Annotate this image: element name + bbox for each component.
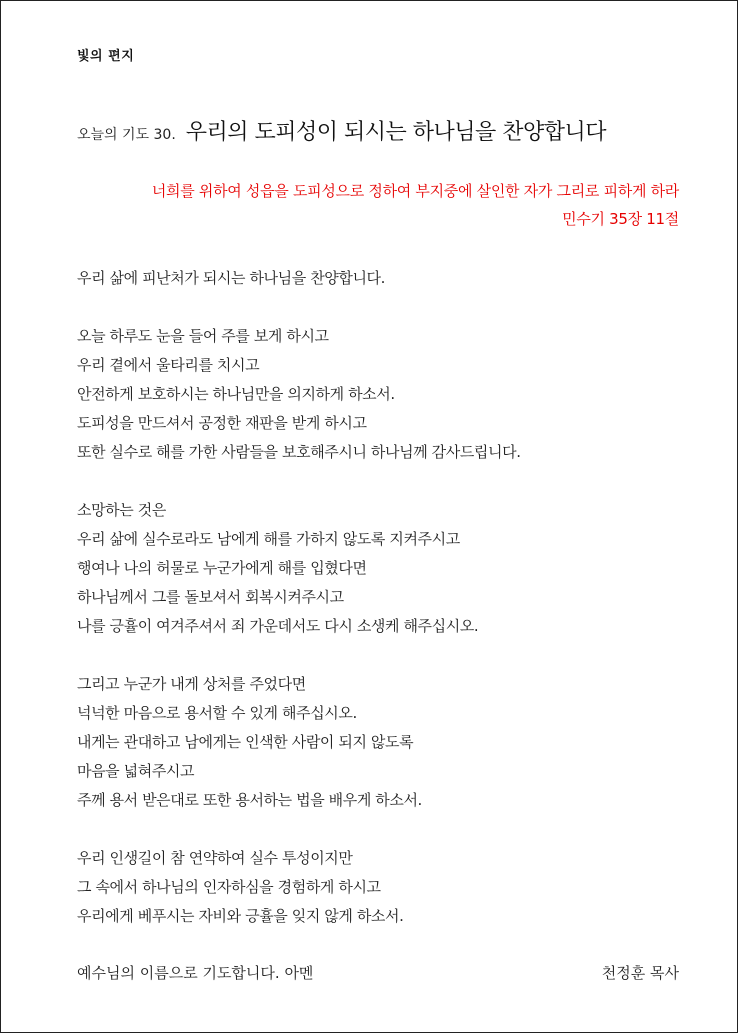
prayer-line: 하나님께서 그를 돌보셔서 회복시켜주시고 — [77, 588, 344, 606]
prayer-line: 행여나 나의 허물로 누군가에게 해를 입혔다면 — [77, 559, 367, 577]
publication-title: 빛의 편지 — [77, 49, 135, 64]
verse-reference: 민수기 35장 11절 — [562, 210, 679, 228]
prayer-body — [77, 264, 687, 960]
prayer-line: 그 속에서 하나님의 인자하심을 경험하게 하시고 — [77, 878, 381, 896]
prayer-line: 도피성을 만드셔서 공정한 재판을 받게 하시고 — [77, 414, 367, 432]
prayer-line: 나를 긍휼이 여겨주셔서 죄 가운데서도 다시 소생케 해주십시오. — [77, 617, 479, 635]
prayer-line: 소망하는 것은 — [77, 501, 166, 519]
prayer-line: 우리 곁에서 울타리를 치시고 — [77, 356, 260, 374]
prayer-line: 우리 삶에 피난처가 되시는 하나님을 찬양합니다. — [77, 269, 386, 287]
stanza-2 — [77, 322, 687, 467]
verse-text: 너희를 위하여 성읍을 도피성으로 정하여 부지중에 살인한 자가 그리로 피하게 하라 — [151, 182, 679, 200]
prayer-line: 주께 용서 받은대로 또한 용서하는 법을 배우게 하소서. — [77, 791, 422, 809]
prayer-line: 우리 삶에 실수로라도 남에게 해를 가하지 않도록 지켜주시고 — [77, 530, 460, 548]
prayer-line: 오늘 하루도 눈을 들어 주를 보게 하시고 — [77, 327, 329, 345]
prayer-title: 우리의 도피성이 되시는 하나님을 찬양합니다 — [185, 120, 607, 145]
prayer-line: 넉넉한 마음으로 용서할 수 있게 해주십시오. — [77, 704, 357, 722]
stanza-3 — [77, 496, 687, 641]
prayer-line: 그리고 누군가 내게 상처를 주었다면 — [77, 675, 306, 693]
prayer-line: 우리에게 베푸시는 자비와 긍휼을 잊지 않게 하소서. — [77, 907, 404, 925]
prayer-line: 마음을 넓혀주시고 — [77, 762, 195, 780]
prayer-title-row — [77, 115, 687, 146]
prayer-line: 또한 실수로 해를 가한 사람들을 보호해주시니 하나님께 감사드립니다. — [77, 443, 521, 461]
prayer-number: 오늘의 기도 30. — [77, 127, 176, 143]
stanza-1 — [77, 264, 687, 293]
prayer-line: 내게는 관대하고 남에게는 인색한 사람이 되지 않도록 — [77, 733, 414, 751]
prayer-line: 안전하게 보호하시는 하나님만을 의지하게 하소서. — [77, 385, 395, 403]
stanza-5 — [77, 844, 687, 931]
closing-line: 예수님의 이름으로 기도합니다. 아멘 — [77, 964, 314, 982]
author-name: 천정훈 목사 — [601, 964, 679, 982]
scripture-verse — [61, 177, 679, 233]
stanza-4 — [77, 670, 687, 815]
prayer-footer — [77, 962, 679, 983]
prayer-line: 우리 인생길이 참 연약하여 실수 투성이지만 — [77, 849, 353, 867]
